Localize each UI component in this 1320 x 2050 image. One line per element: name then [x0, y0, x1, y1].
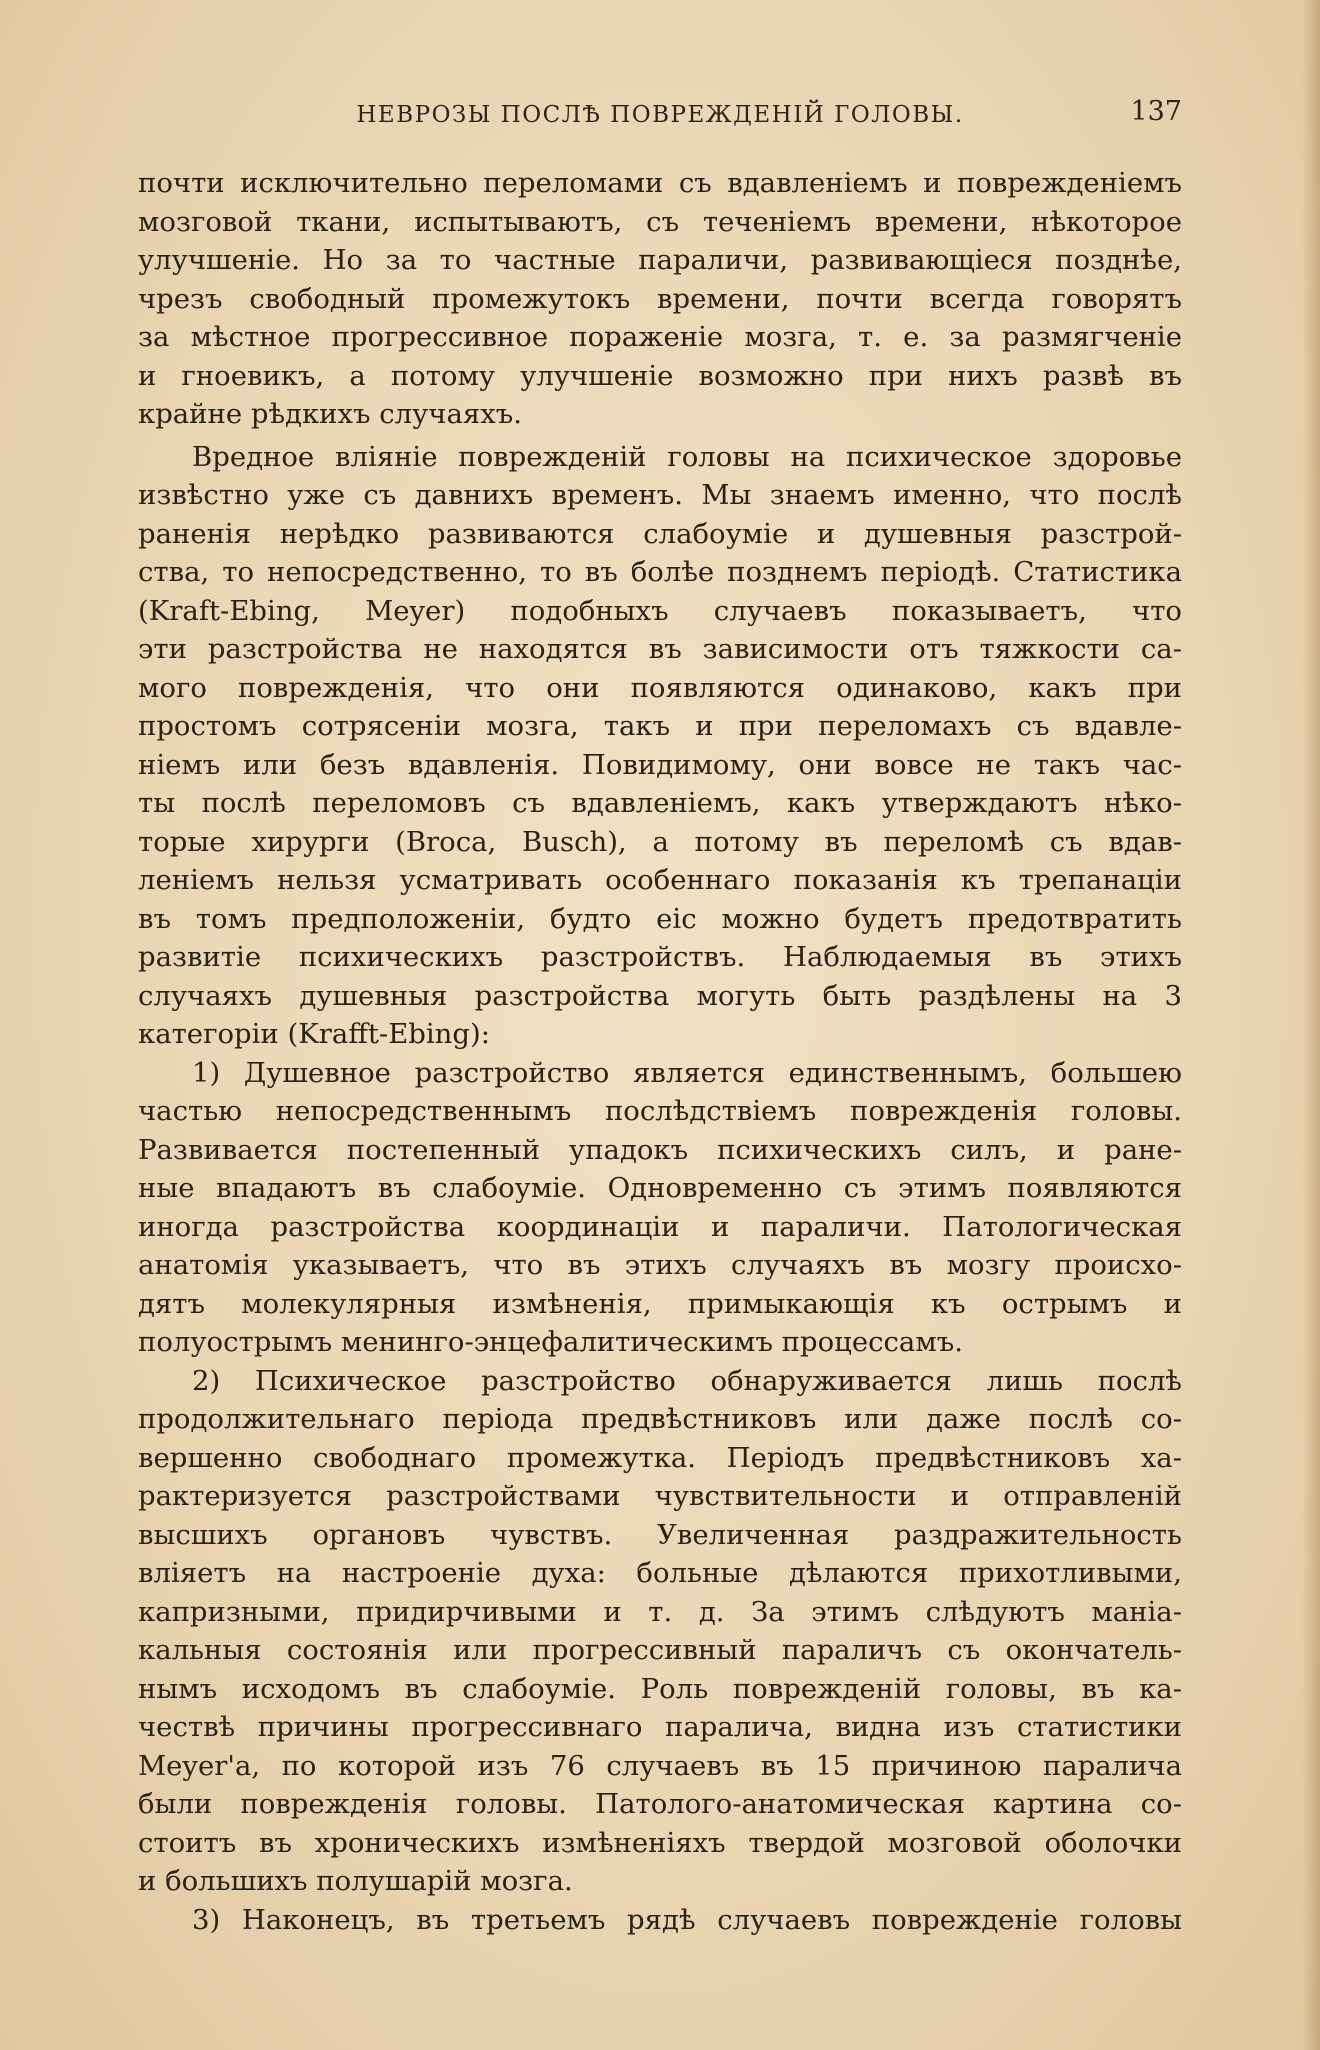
- text-line: и гноевикъ, а потому улучшеніе возможно при нихъ развѣ въ: [138, 359, 1182, 392]
- text-line: развитіе психическихъ разстройствъ. Наблюдаемыя въ этихъ: [138, 941, 1182, 973]
- text-line: чествѣ причины прогрессивнаго паралича, видна изъ статистики: [138, 1711, 1182, 1743]
- text-line: иногда разстройства координаціи и параличи. Патологическая: [138, 1210, 1182, 1243]
- text-line: 1) Душевное разстройство является единственнымъ, большею: [192, 1056, 1182, 1089]
- text-line: категоріи (Krafft-Ebing):: [138, 1018, 490, 1050]
- text-line: ты послѣ переломовъ съ вдавленіемъ, какъ утверждаютъ нѣко-: [138, 787, 1182, 819]
- text-line: извѣстно уже съ давнихъ временъ. Мы знаемъ именно, что послѣ: [138, 479, 1182, 511]
- paragraph-4: [138, 1362, 1182, 1901]
- paragraph-1: [138, 164, 1182, 434]
- text-line: дятъ молекулярныя измѣненія, примыкающія къ острымъ и: [138, 1287, 1182, 1320]
- text-line: нымъ исходомъ въ слабоуміе. Роль поврежденій головы, въ ка-: [138, 1672, 1182, 1705]
- text-line: улучшеніе. Но за то частные параличи, развивающіеся позднѣе,: [138, 244, 1182, 276]
- running-title: НЕВРОЗЫ ПОСЛѢ ПОВРЕЖДЕНІЙ ГОЛОВЫ.: [356, 102, 964, 128]
- text-line: капризными, придирчивыми и т. д. За этимъ слѣдуютъ маніа-: [138, 1595, 1182, 1628]
- text-line: ства, то непосредственно, то въ болѣе позднемъ періодѣ. Статистика: [138, 556, 1182, 588]
- text-line: (Kraft-Ebing, Meyer) подобныхъ случаевъ показываетъ, что: [138, 594, 1182, 627]
- text-line: Meyer'а, по которой изъ 76 случаевъ въ 15 причиною паралича: [138, 1749, 1182, 1782]
- text-line: анатомія указываетъ, что въ этихъ случаяхъ въ мозгу происхо-: [138, 1249, 1182, 1281]
- page-header: [138, 96, 1182, 136]
- text-line: торые хирурги (Broca, Busch), а потому въ переломѣ съ вдав-: [138, 825, 1182, 858]
- text-line: Вредное вліяніе поврежденій головы на психическое здоровье: [192, 440, 1182, 473]
- body-text: [138, 164, 1182, 1939]
- text-line: случаяхъ душевныя разстройства могуть быть раздѣлены на 3: [138, 979, 1182, 1012]
- text-line: частью непосредственнымъ послѣдствіемъ поврежденія головы.: [138, 1095, 1182, 1127]
- text-line: ные впадаютъ въ слабоуміе. Одновременно съ этимъ появляются: [138, 1172, 1182, 1204]
- text-line: крайне рѣдкихъ случаяхъ.: [138, 398, 522, 430]
- text-line: за мѣстное прогрессивное пораженіе мозга, т. е. за размягченіе: [138, 321, 1182, 353]
- text-line: мозговой ткани, испытываютъ, съ теченіемъ времени, нѣкоторое: [138, 205, 1182, 238]
- text-line: 2) Психическое разстройство обнаруживается лишь послѣ: [192, 1364, 1182, 1397]
- text-line: кальныя состоянія или прогрессивный параличъ съ окончатель-: [138, 1634, 1182, 1666]
- text-line: вершенно свободнаго промежутка. Періодъ предвѣстниковъ ха-: [138, 1441, 1182, 1474]
- text-line: ніемъ или безъ вдавленія. Повидимому, они вовсе не такъ час-: [138, 748, 1182, 781]
- text-line: Развивается постепенный упадокъ психическихъ силъ, и ране-: [138, 1133, 1182, 1166]
- text-line: въ томъ предположеніи, будто еіс можно будетъ предотвратить: [138, 902, 1182, 935]
- text-line: 3) Наконецъ, въ третьемъ рядѣ случаевъ поврежденіе головы: [192, 1903, 1182, 1936]
- text-line: мого поврежденія, что они появляются одинаково, какъ при: [138, 671, 1182, 704]
- text-line: высшихъ органовъ чувствъ. Увеличенная раздражительность: [138, 1518, 1182, 1551]
- paragraph-5: [138, 1901, 1182, 1940]
- text-line: полуострымъ менинго-энцефалитическимъ процессамъ.: [138, 1326, 963, 1358]
- text-line: рактеризуется разстройствами чувствительности и отправленій: [138, 1480, 1182, 1512]
- text-line: эти разстройства не находятся въ зависимости отъ тяжкости са-: [138, 633, 1182, 665]
- page-edge-shadow: [1302, 0, 1320, 2050]
- text-line: раненія нерѣдко развиваются слабоуміе и душевныя разстрой-: [138, 517, 1182, 550]
- text-line: чрезъ свободный промежутокъ времени, почти всегда говорятъ: [138, 282, 1182, 315]
- text-line: леніемъ нельзя усматривать особеннаго показанія къ трепанаціи: [138, 864, 1182, 896]
- paragraph-2: [138, 438, 1182, 1054]
- page-number: 137: [1130, 96, 1182, 127]
- text-line: почти исключительно переломами съ вдавленіемъ и поврежденіемъ: [138, 167, 1182, 199]
- paragraph-3: [138, 1054, 1182, 1362]
- text-line: продолжительнаго періода предвѣстниковъ или даже послѣ со-: [138, 1403, 1182, 1435]
- text-line: простомъ сотрясеніи мозга, такъ и при переломахъ съ вдавле-: [138, 710, 1182, 742]
- text-line: стоитъ въ хроническихъ измѣненіяхъ твердой мозговой оболочки: [138, 1826, 1182, 1859]
- text-line: вліяетъ на настроеніе духа: больные дѣлаются прихотливыми,: [138, 1557, 1182, 1589]
- text-line: и большихъ полушарій мозга.: [138, 1865, 573, 1897]
- text-line: были поврежденія головы. Патолого-анатомическая картина со-: [138, 1788, 1182, 1820]
